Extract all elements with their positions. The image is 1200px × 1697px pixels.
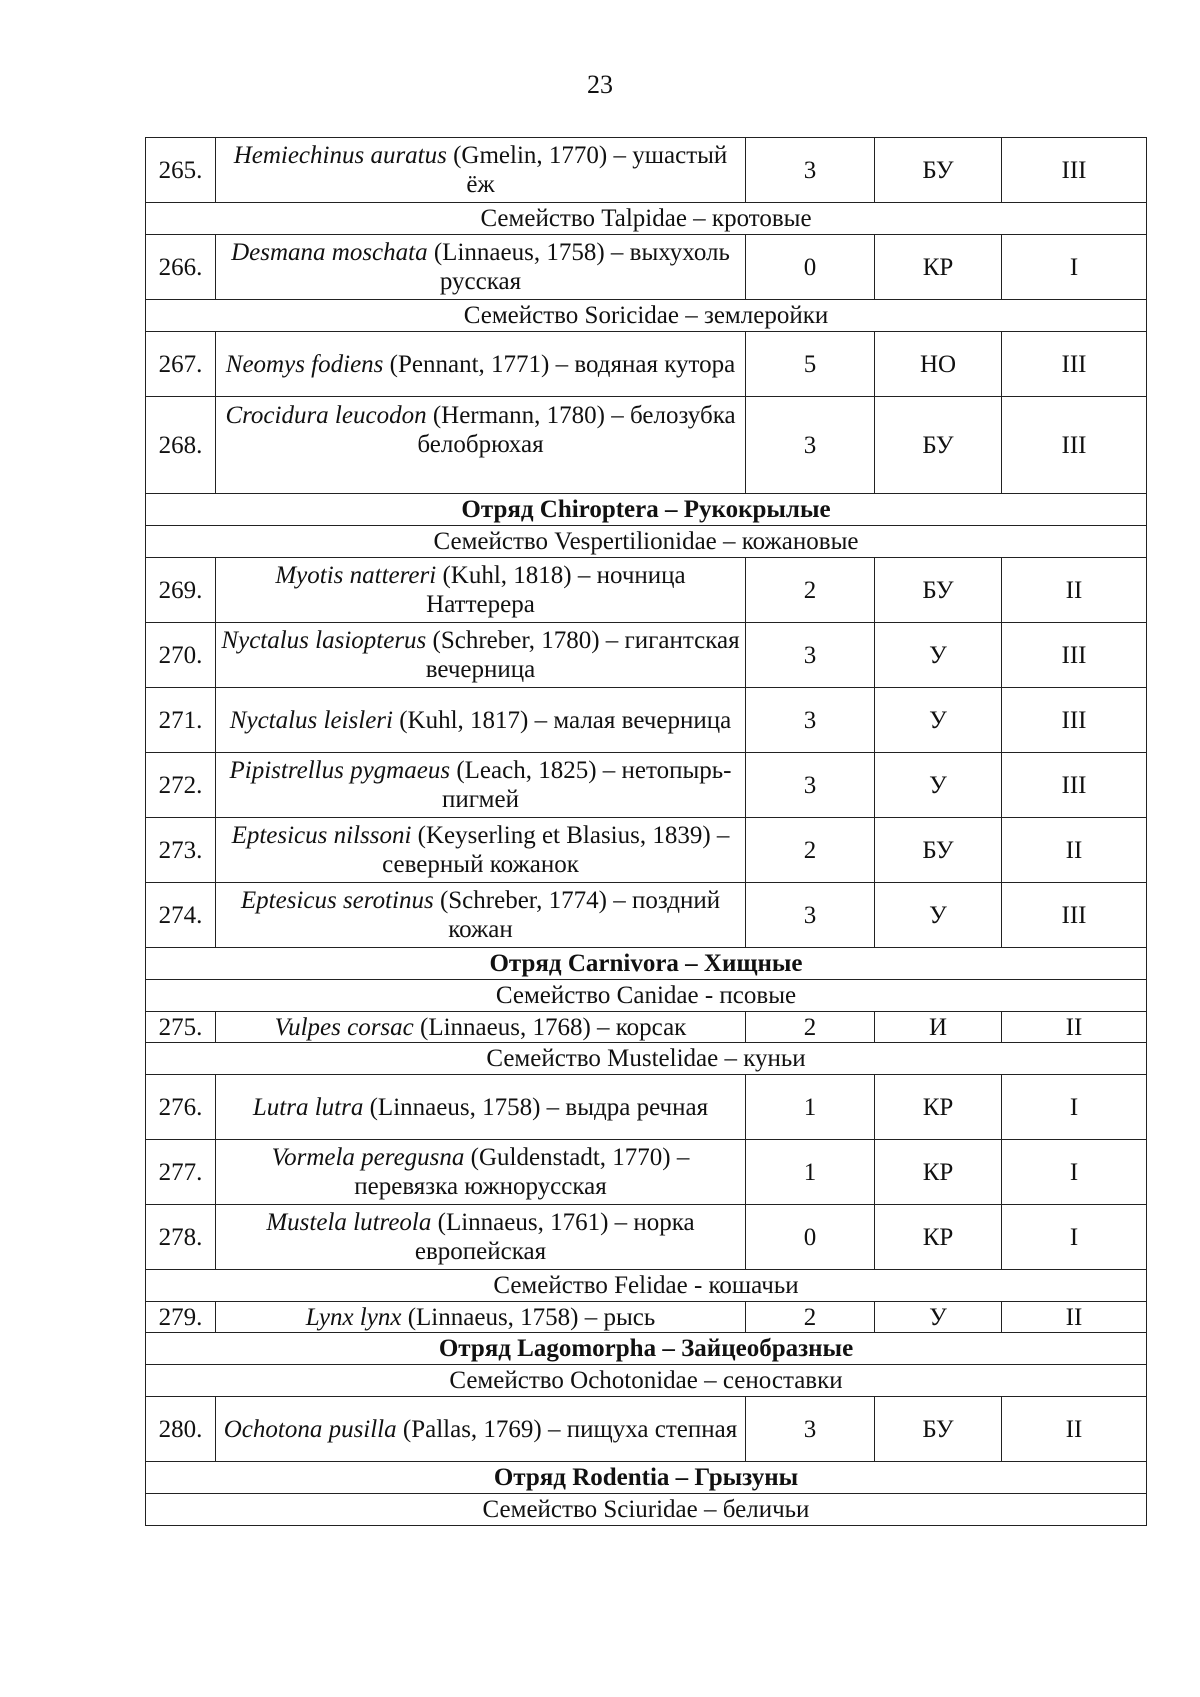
order-heading: Отряд Lagomorpha – Зайцеобразные	[146, 1333, 1147, 1365]
family-heading: Семейство Ochotonidae – сеноставки	[146, 1365, 1147, 1397]
category-cell: 1	[746, 1140, 875, 1205]
latin-name: Eptesicus serotinus	[240, 887, 434, 914]
species-row	[146, 138, 1147, 203]
species-name	[216, 1012, 746, 1043]
order-heading: Отряд Chiroptera – Рукокрылые	[146, 494, 1147, 526]
category-cell: 0	[746, 1205, 875, 1270]
species-description: (Pennant, 1771) – водяная кутора	[383, 350, 736, 378]
status-cell: БУ	[875, 1397, 1002, 1462]
species-table	[145, 137, 1147, 1526]
species-name	[216, 235, 746, 300]
species-description: (Kuhl, 1818) – ночница Наттерера	[426, 562, 686, 618]
latin-name: Vulpes corsac	[274, 1013, 414, 1041]
family-row	[146, 1365, 1147, 1397]
status-cell: КР	[875, 1075, 1002, 1140]
species-name	[216, 623, 746, 688]
species-name	[216, 1397, 746, 1462]
species-number: 277.	[146, 1140, 216, 1205]
status-cell: БУ	[875, 138, 1002, 203]
family-row	[146, 1270, 1147, 1302]
order-row	[146, 948, 1147, 980]
order-row	[146, 1462, 1147, 1494]
species-number: 276.	[146, 1075, 216, 1140]
species-row	[146, 818, 1147, 883]
category-cell: 2	[746, 1302, 875, 1333]
order-heading: Отряд Rodentia – Грызуны	[146, 1462, 1147, 1494]
latin-name: Nyctalus leisleri	[229, 706, 393, 734]
species-row	[146, 1397, 1147, 1462]
latin-name: Lutra lutra	[252, 1093, 364, 1121]
species-number: 273.	[146, 818, 216, 883]
category-cell: 2	[746, 1012, 875, 1043]
species-row	[146, 1012, 1147, 1043]
species-row	[146, 623, 1147, 688]
priority-cell: III	[1002, 138, 1147, 203]
priority-cell: I	[1002, 1075, 1147, 1140]
species-description: (Linnaeus, 1761) – норка европейская	[414, 1209, 695, 1265]
species-name	[216, 1205, 746, 1270]
species-row	[146, 1205, 1147, 1270]
latin-name: Pipistrellus pygmaeus	[229, 757, 451, 784]
priority-cell: I	[1002, 1205, 1147, 1270]
species-name	[216, 1140, 746, 1205]
species-number: 265.	[146, 138, 216, 203]
family-heading: Семейство Mustelidae – куньи	[146, 1043, 1147, 1075]
order-row	[146, 1333, 1147, 1365]
species-description: (Linnaeus, 1768) – корсак	[413, 1013, 687, 1041]
latin-name: Nyctalus lasiopterus	[221, 627, 427, 654]
priority-cell: III	[1002, 623, 1147, 688]
category-cell: 3	[746, 688, 875, 753]
family-row	[146, 1494, 1147, 1526]
species-name	[216, 883, 746, 948]
family-row	[146, 980, 1147, 1012]
species-row	[146, 1140, 1147, 1205]
family-heading: Семейство Canidae - псовые	[146, 980, 1147, 1012]
category-cell: 3	[746, 623, 875, 688]
species-description: (Gmelin, 1770) – ушастый ёж	[446, 142, 728, 198]
species-row	[146, 883, 1147, 948]
latin-name: Crocidura leucodon	[225, 402, 427, 429]
species-number: 271.	[146, 688, 216, 753]
species-name	[216, 688, 746, 753]
priority-cell: II	[1002, 558, 1147, 623]
family-row	[146, 203, 1147, 235]
priority-cell: III	[1002, 753, 1147, 818]
latin-name: Desmana moschata	[231, 239, 428, 266]
species-row	[146, 332, 1147, 397]
species-description: (Hermann, 1780) – белозубка белобрюхая	[417, 402, 736, 458]
priority-cell: II	[1002, 1012, 1147, 1043]
category-cell: 2	[746, 558, 875, 623]
family-row	[146, 526, 1147, 558]
species-number: 269.	[146, 558, 216, 623]
latin-name: Lynx lynx	[305, 1303, 402, 1331]
order-heading: Отряд Carnivora – Хищные	[146, 948, 1147, 980]
status-cell: БУ	[875, 818, 1002, 883]
status-cell: У	[875, 883, 1002, 948]
priority-cell: III	[1002, 397, 1147, 494]
latin-name: Vormela peregusna	[271, 1144, 465, 1171]
category-cell: 3	[746, 753, 875, 818]
status-cell: У	[875, 688, 1002, 753]
status-cell: КР	[875, 1140, 1002, 1205]
category-cell: 3	[746, 883, 875, 948]
family-heading: Семейство Talpidae – кротовые	[146, 203, 1147, 235]
status-cell: КР	[875, 1205, 1002, 1270]
species-name	[216, 1075, 746, 1140]
latin-name: Hemiechinus auratus	[233, 142, 447, 169]
species-number: 268.	[146, 397, 216, 494]
species-number: 275.	[146, 1012, 216, 1043]
species-number: 267.	[146, 332, 216, 397]
species-name	[216, 1302, 746, 1333]
species-name	[216, 138, 746, 203]
species-description: (Linnaeus, 1758) – выдра речная	[363, 1093, 709, 1121]
latin-name: Ochotona pusilla	[223, 1415, 397, 1443]
species-number: 278.	[146, 1205, 216, 1270]
category-cell: 5	[746, 332, 875, 397]
species-name	[216, 818, 746, 883]
latin-name: Eptesicus nilssoni	[231, 822, 412, 849]
species-row	[146, 1302, 1147, 1333]
latin-name: Myotis nattereri	[275, 562, 437, 589]
species-number: 272.	[146, 753, 216, 818]
species-description: (Schreber, 1774) – поздний кожан	[433, 887, 721, 943]
priority-cell: III	[1002, 332, 1147, 397]
priority-cell: III	[1002, 883, 1147, 948]
species-description: (Guldenstadt, 1770) – перевязка южнорусская	[354, 1144, 690, 1200]
page-number: 23	[587, 70, 613, 99]
species-description: (Keyserling et Blasius, 1839) – северный кожанок	[382, 822, 730, 878]
category-cell: 3	[746, 138, 875, 203]
species-number: 274.	[146, 883, 216, 948]
order-row	[146, 494, 1147, 526]
status-cell: У	[875, 623, 1002, 688]
species-row	[146, 688, 1147, 753]
status-cell: НО	[875, 332, 1002, 397]
species-description: (Linnaeus, 1758) – выхухоль русская	[427, 239, 730, 295]
priority-cell: I	[1002, 235, 1147, 300]
species-description: (Pallas, 1769) – пищуха степная	[396, 1415, 738, 1443]
species-number: 280.	[146, 1397, 216, 1462]
family-row	[146, 300, 1147, 332]
family-row	[146, 1043, 1147, 1075]
species-description: (Kuhl, 1817) – малая вечерница	[392, 706, 732, 734]
species-number: 270.	[146, 623, 216, 688]
species-description: (Leach, 1825) – нетопырь-пигмей	[442, 757, 732, 813]
family-heading: Семейство Felidae - кошачьи	[146, 1270, 1147, 1302]
species-number: 266.	[146, 235, 216, 300]
category-cell: 0	[746, 235, 875, 300]
status-cell: БУ	[875, 558, 1002, 623]
species-description: (Schreber, 1780) – гигантская вечерница	[425, 627, 740, 683]
species-name	[216, 753, 746, 818]
species-row	[146, 558, 1147, 623]
priority-cell: II	[1002, 1302, 1147, 1333]
category-cell: 2	[746, 818, 875, 883]
species-row	[146, 235, 1147, 300]
species-row	[146, 397, 1147, 494]
category-cell: 3	[746, 1397, 875, 1462]
priority-cell: I	[1002, 1140, 1147, 1205]
category-cell: 1	[746, 1075, 875, 1140]
species-name	[216, 332, 746, 397]
family-heading: Семейство Vespertilionidae – кожановые	[146, 526, 1147, 558]
family-heading: Семейство Soricidae – землеройки	[146, 300, 1147, 332]
family-heading: Семейство Sciuridae – беличьи	[146, 1494, 1147, 1526]
species-name	[216, 558, 746, 623]
status-cell: У	[875, 753, 1002, 818]
species-number: 279.	[146, 1302, 216, 1333]
status-cell: КР	[875, 235, 1002, 300]
priority-cell: III	[1002, 688, 1147, 753]
category-cell: 3	[746, 397, 875, 494]
status-cell: БУ	[875, 397, 1002, 494]
priority-cell: II	[1002, 818, 1147, 883]
species-description: (Linnaeus, 1758) – рысь	[401, 1303, 656, 1331]
latin-name: Mustela lutreola	[266, 1209, 432, 1236]
species-row	[146, 753, 1147, 818]
priority-cell: II	[1002, 1397, 1147, 1462]
latin-name: Neomys fodiens	[225, 350, 384, 378]
species-row	[146, 1075, 1147, 1140]
status-cell: У	[875, 1302, 1002, 1333]
species-name	[216, 397, 746, 494]
status-cell: И	[875, 1012, 1002, 1043]
